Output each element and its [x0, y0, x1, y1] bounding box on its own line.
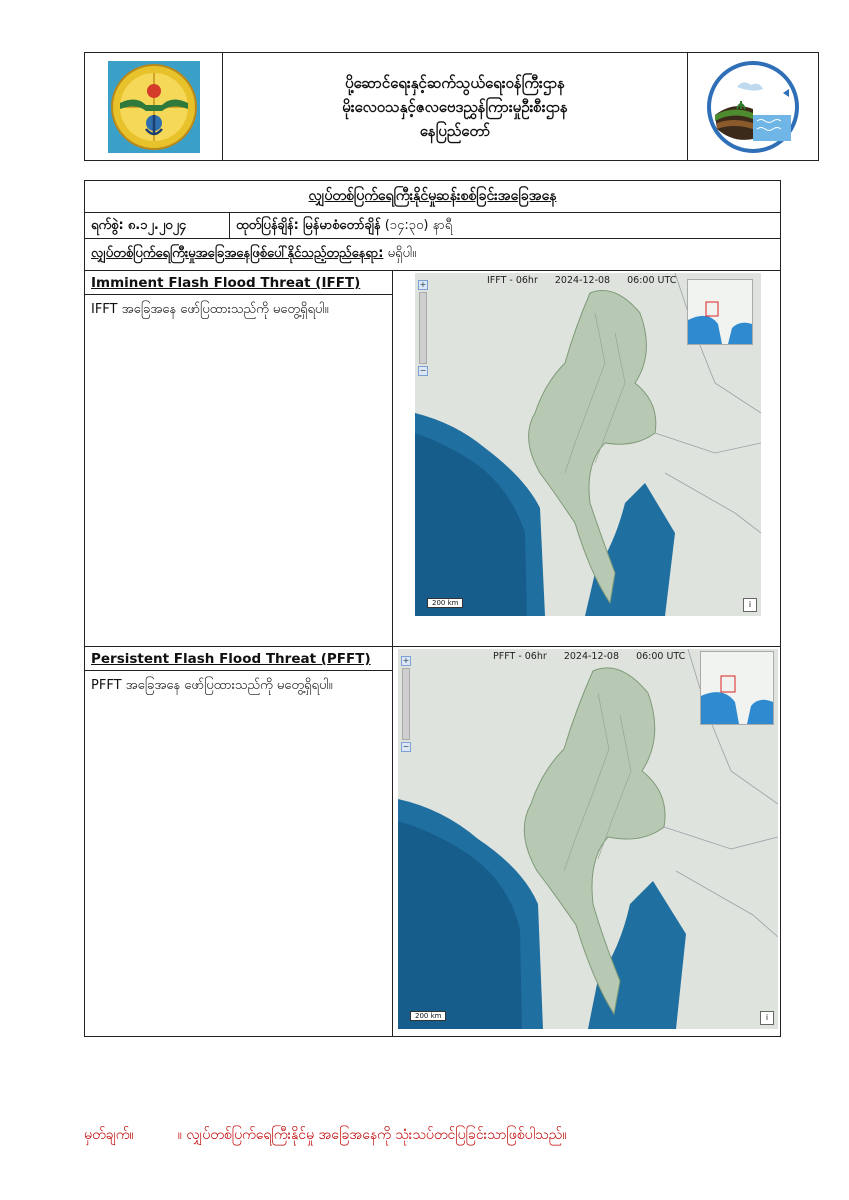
- threat-location-value: မရှိပါ။: [387, 246, 417, 261]
- ifft-product: IFFT - 06hr: [487, 275, 538, 286]
- date-cell: [85, 213, 230, 238]
- pfft-map[interactable]: [398, 649, 778, 1029]
- issue-label: ထုတ်ပြန်ချိန်:: [236, 218, 299, 233]
- city-name: နေပြည်တော်: [419, 121, 491, 140]
- pfft-scale-bar: 200 km: [410, 1011, 446, 1021]
- meta-row: [85, 213, 780, 239]
- left-logo-cell: [85, 53, 223, 160]
- zoom-slider[interactable]: [419, 292, 427, 364]
- locator-map-icon: [688, 280, 752, 344]
- pfft-time: 06:00 UTC: [636, 651, 686, 662]
- locator-map-icon: [701, 652, 773, 724]
- footnote: [84, 1125, 784, 1146]
- pfft-locator-inset: [700, 651, 774, 725]
- pfft-text-cell: [85, 647, 393, 1036]
- zoom-slider[interactable]: [402, 668, 410, 740]
- letterhead: [84, 52, 819, 161]
- department-name: မိုးလေဝသနှင့်ဇလဗေဒညွှန်ကြားမှုဦးစီးဌာန: [342, 97, 568, 116]
- ifft-map-caption: [487, 275, 690, 286]
- issue-value: (၁၄:၃၀) နာရီ: [384, 218, 453, 233]
- zoom-out-button[interactable]: −: [419, 366, 427, 375]
- zoom-in-button[interactable]: +: [402, 656, 410, 665]
- footnote-text: ။ လျှပ်တစ်ပြက်ရေကြီးနိုင်မှု အခြေအနေကို သုံးသပ်တင်ပြခြင်းသာဖြစ်ပါသည်။: [177, 1127, 567, 1143]
- pfft-description: PFFT အခြေအနေ ဖော်ပြထားသည်ကို မတွေ့ရှိရပါ။: [91, 678, 333, 693]
- right-logo-cell: [687, 53, 818, 160]
- issue-value-bold: မြန်မာစံတော်ချိန်: [303, 218, 381, 233]
- ifft-heading: Imminent Flash Flood Threat (IFFT): [85, 273, 392, 295]
- ifft-map-cell: [393, 271, 780, 646]
- pfft-heading: Persistent Flash Flood Threat (PFFT): [85, 649, 392, 671]
- pfft-info-button[interactable]: i: [760, 1011, 774, 1025]
- assessment-table: [84, 180, 781, 1037]
- ifft-scale-bar: 200 km: [427, 598, 463, 608]
- hydrological-cycle-icon: [703, 57, 803, 157]
- ifft-time: 06:00 UTC: [627, 275, 677, 286]
- department-emblem-icon: [106, 59, 202, 155]
- date-label: ရက်စွဲ:: [91, 218, 124, 233]
- letterhead-title: [223, 53, 687, 160]
- pfft-product: PFFT - 06hr: [493, 651, 547, 662]
- ifft-date: 2024-12-08: [554, 275, 611, 286]
- ifft-text-cell: [85, 271, 393, 646]
- ifft-map[interactable]: [415, 273, 761, 616]
- pfft-map-caption: [493, 651, 699, 662]
- ifft-zoom-control: [418, 280, 428, 376]
- threat-location-row: [85, 239, 780, 271]
- issue-time-cell: [230, 213, 780, 238]
- footnote-label: မှတ်ချက်။: [84, 1127, 134, 1143]
- report-title: လျှပ်တစ်ပြက်ရေကြီးနိုင်မှုဆန်းစစ်ခြင်းအခြေအနေ: [85, 181, 780, 213]
- ifft-locator-inset: [687, 279, 753, 345]
- pfft-map-cell: [393, 647, 780, 1036]
- ministry-name: ပို့ဆောင်ရေးနှင့်ဆက်သွယ်ရေးဝန်ကြီးဌာန: [345, 73, 565, 92]
- zoom-in-button[interactable]: +: [419, 280, 427, 289]
- ifft-description: IFFT အခြေအနေ ဖော်ပြထားသည်ကို မတွေ့ရှိရပါ။: [91, 302, 329, 317]
- threat-location-label: လျှပ်တစ်ပြက်ရေကြီးမှုအခြေအနေဖြစ်ပေါ်နိုင်သည့်တည်နေရာ:: [91, 246, 384, 261]
- pfft-section: [85, 647, 780, 1036]
- ifft-info-button[interactable]: i: [743, 598, 757, 612]
- pfft-date: 2024-12-08: [563, 651, 620, 662]
- date-value: ၈.၁၂.၂၀၂၄: [127, 218, 187, 233]
- ifft-section: [85, 271, 780, 647]
- zoom-out-button[interactable]: −: [402, 742, 410, 751]
- pfft-zoom-control: [401, 656, 411, 752]
